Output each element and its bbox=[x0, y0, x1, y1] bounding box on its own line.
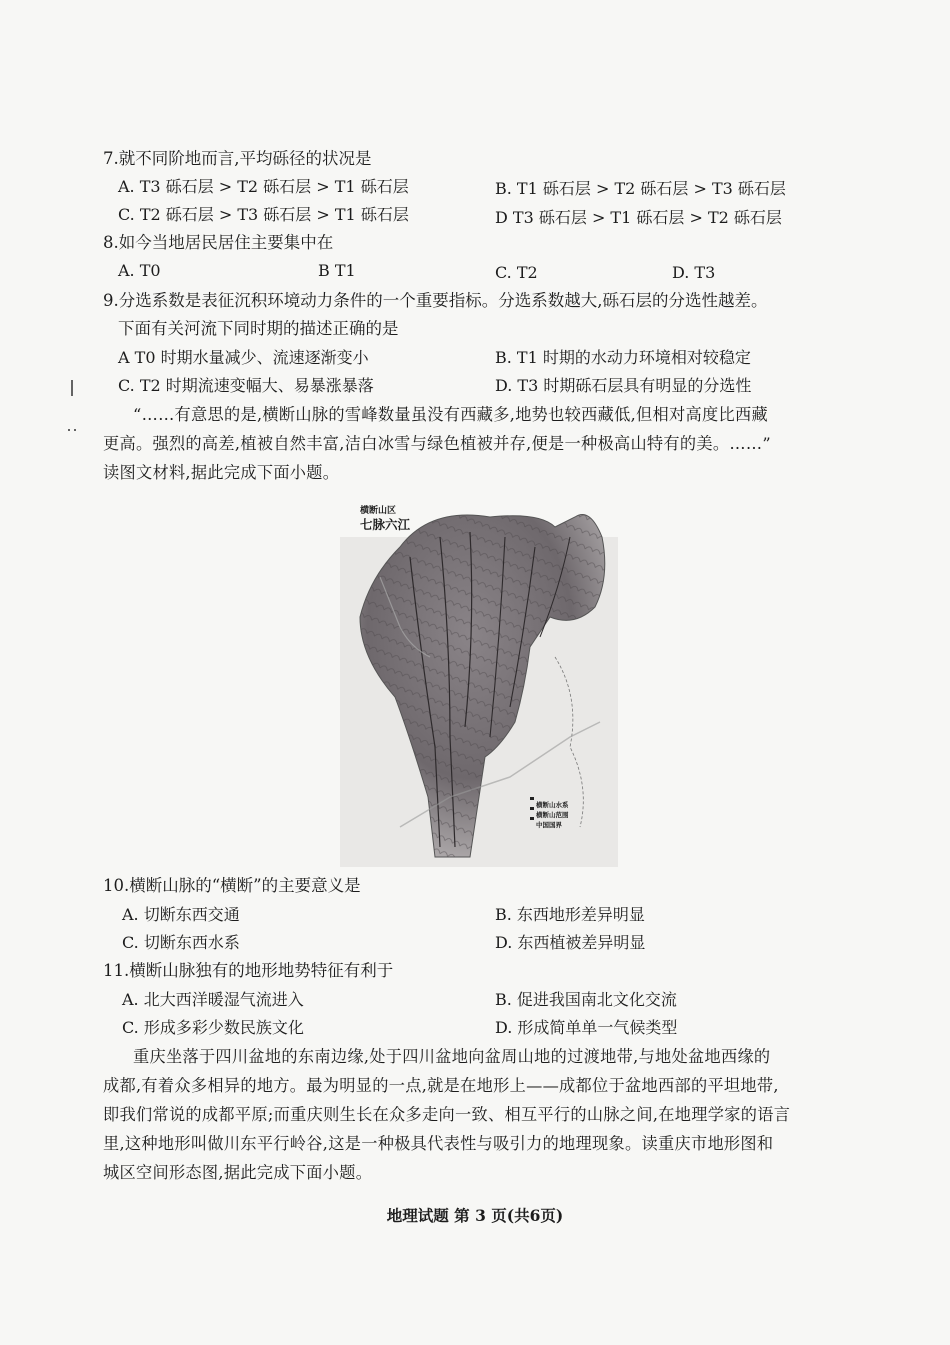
q7-stem: 7.就不同阶地而言,平均砾径的状况是 bbox=[103, 149, 372, 168]
passage2-line5: 城区空间形态图,据此完成下面小题。 bbox=[103, 1163, 373, 1182]
q10-option-a: A. 切断东西交通 bbox=[122, 905, 240, 924]
q10-option-d: D. 东西植被差异明显 bbox=[495, 933, 646, 952]
q10-stem: 10.横断山脉的“横断”的主要意义是 bbox=[103, 876, 361, 895]
q11-option-c: C. 形成多彩少数民族文化 bbox=[122, 1018, 304, 1037]
q11-option-a: A. 北大西洋暖湿气流进入 bbox=[122, 990, 304, 1009]
legend-item-range: 横断山范围 bbox=[536, 811, 569, 819]
hengduan-relief-map bbox=[340, 497, 618, 867]
q11-option-b: B. 促进我国南北文化交流 bbox=[495, 990, 677, 1009]
passage1-line3: 读图文材料,据此完成下面小题。 bbox=[103, 463, 340, 482]
q10-option-b: B. 东西地形差异明显 bbox=[495, 905, 645, 924]
q9-option-d: D. T3 时期砾石层具有明显的分选性 bbox=[495, 376, 752, 395]
q8-option-b: B T1 bbox=[318, 261, 356, 280]
hengduan-map bbox=[340, 497, 618, 867]
passage2-line2: 成都,有着众多相异的地方。最为明显的一点,就是在地形上——成都位于盆地西部的平坦地带, bbox=[103, 1076, 779, 1095]
q9-stem-line2: 下面有关河流下同时期的描述正确的是 bbox=[118, 319, 399, 338]
q9-option-b: B. T1 时期的水动力环境相对较稳定 bbox=[495, 348, 751, 367]
q10-option-c: C. 切断东西水系 bbox=[122, 933, 240, 952]
passage1-line2: 更高。强烈的高差,植被自然丰富,洁白冰雪与绿色植被并存,便是一种极高山特有的美。……” bbox=[103, 434, 771, 453]
passage2-line3: 即我们常说的成都平原;而重庆则生长在众多走向一致、相互平行的山脉之间,在地理学家的语言 bbox=[103, 1105, 791, 1124]
q11-option-d: D. 形成简单单一气候类型 bbox=[495, 1018, 678, 1037]
q8-option-a: A. T0 bbox=[118, 261, 161, 280]
q8-option-c: C. T2 bbox=[495, 263, 538, 282]
q9-option-a: A T0 时期水量减少、流速逐渐变小 bbox=[118, 348, 369, 367]
map-title-small: 横断山区 bbox=[360, 506, 397, 516]
q9-stem-line1: 9.分选系数是表征沉积环境动力条件的一个重要指标。分选系数越大,砾石层的分选性越差。 bbox=[103, 291, 768, 310]
map-title-big: 七脉六江 bbox=[360, 517, 411, 532]
margin-scribble bbox=[66, 378, 78, 442]
legend-item-border: 中国国界 bbox=[536, 821, 562, 829]
q7-option-c: C. T2 砾石层 > T3 砾石层 > T1 砾石层 bbox=[118, 205, 409, 224]
passage2-line1: 重庆坐落于四川盆地的东南边缘,处于四川盆地向盆周山地的过渡地带,与地处盆地西缘的 bbox=[133, 1047, 771, 1066]
margin-scribble-icon bbox=[66, 378, 78, 438]
q7-option-b: B. T1 砾石层 > T2 砾石层 > T3 砾石层 bbox=[495, 179, 786, 198]
q8-stem: 8.如今当地居民居住主要集中在 bbox=[103, 233, 334, 252]
passage1-line1: “……有意思的是,横断山脉的雪峰数量虽没有西藏多,地势也较西藏低,但相对高度比西藏 bbox=[133, 405, 768, 424]
q9-option-c: C. T2 时期流速变幅大、易暴涨暴落 bbox=[118, 376, 374, 395]
passage2-line4: 里,这种地形叫做川东平行岭谷,这是一种极具代表性与吸引力的地理现象。读重庆市地形图和 bbox=[103, 1134, 774, 1153]
q11-stem: 11.横断山脉独有的地形地势特征有利于 bbox=[103, 961, 394, 980]
q7-option-d: D T3 砾石层 > T1 砾石层 > T2 砾石层 bbox=[495, 208, 782, 227]
page-footer: 地理试题 第 3 页(共6页) bbox=[386, 1206, 564, 1225]
q8-option-d: D. T3 bbox=[672, 263, 716, 282]
q7-option-a: A. T3 砾石层 > T2 砾石层 > T1 砾石层 bbox=[118, 177, 409, 196]
legend-item-rivers: 横断山水系 bbox=[536, 801, 569, 809]
